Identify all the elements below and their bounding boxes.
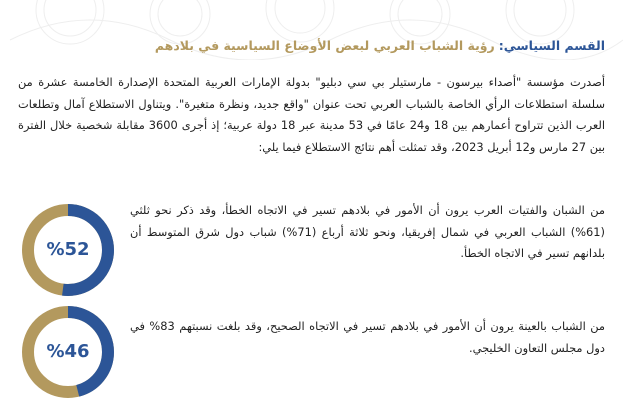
stat-description-1: من الشبان والفتيات العرب يرون أن الأمور في بلادهم تسير في الاتجاه الخطأ، وقد ذكر نحو ثلثي (61%) الشباب العربي في شمال إفريقيا، ونحو ثلاثة أرباع (71%) شباب دول شرق المتوسط أن بلدانهم تسير في الاتجاه الخطأ. (130, 203, 605, 260)
stat-block-1 (18, 200, 605, 292)
stat-description-2: من الشباب بالعينة يرون أن الأمور في بلادهم تسير في الاتجاه الصحيح، وقد بلغت نسبتهم 83% في دول مجلس التعاون الخليجي. (130, 319, 605, 355)
intro-paragraph: أصدرت مؤسسة "أصداء بيرسون - مارستيلر بي سي دبليو" بدولة الإمارات العربية المتحدة الإصدارة الخامسة عشرة من سلسلة استطلاعات الرأي الخاصة بالشباب العربي تحت عنوان "واقع جديد، ونظرة متغيرة". ويتناول الاستطلاع آمال وتطلعات العرب الذين تتراوح أعمارهم بين 18 و24 عامًا في 53 مدينة عبر 18 دولة عربية؛ إذ أجرى 3600 مقابلة شخصية خلال الفترة بين 27 مارس و12 أبريل 2023، وقد تمثلت أهم نتائج الاستطلاع فيما يلي: (18, 75, 605, 154)
stat-percent-2: %46 (46, 341, 90, 362)
stat-donut-1 (18, 200, 118, 300)
section-heading-title: رؤية الشباب العربي لبعض الأوضاع السياسية في بلادهم (154, 38, 495, 53)
stat-percent-1: %52 (46, 239, 90, 260)
section-heading-label: القسم السياسي: (498, 38, 605, 53)
stat-block-2 (18, 302, 605, 394)
stat-donut-2 (18, 302, 118, 402)
section-heading (18, 38, 605, 53)
